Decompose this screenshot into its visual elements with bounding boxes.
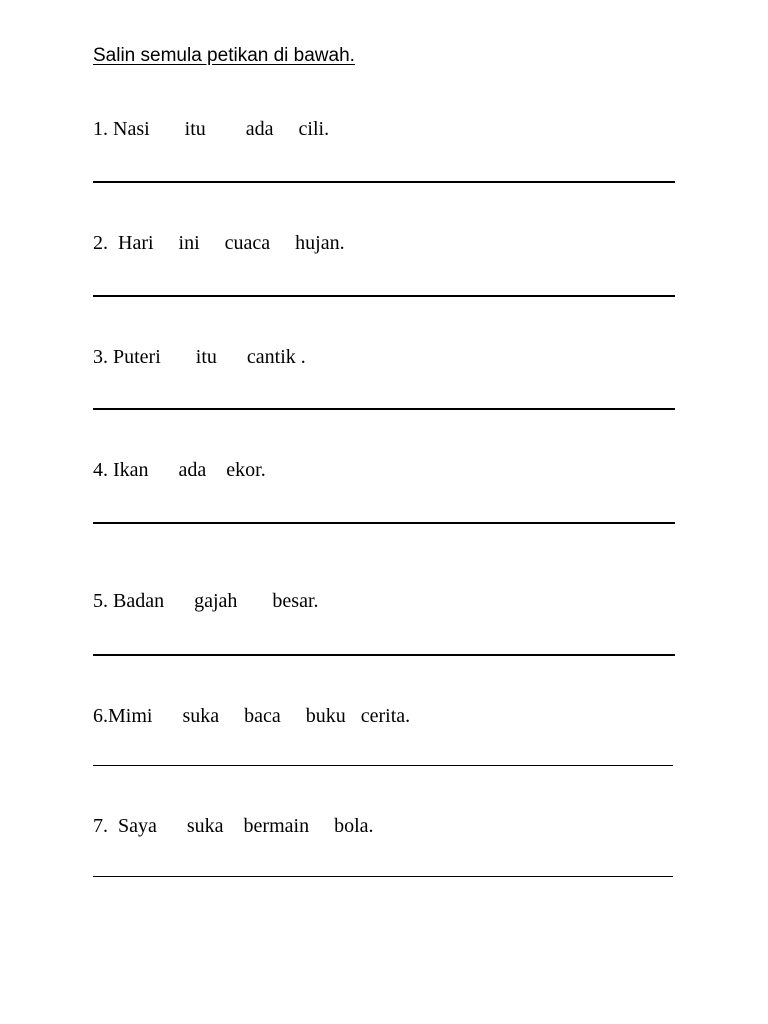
sentence-4: 4. Ikan ada ekor. <box>93 459 266 481</box>
worksheet-instruction: Salin semula petikan di bawah. <box>93 45 355 66</box>
sentence-6: 6.Mimi suka baca buku cerita. <box>93 705 411 727</box>
writing-line-2 <box>93 295 675 297</box>
writing-line-3 <box>93 408 675 410</box>
sentence-5: 5. Badan gajah besar. <box>93 590 319 612</box>
writing-line-4 <box>93 522 675 524</box>
sentence-3: 3. Puteri itu cantik . <box>93 346 306 368</box>
writing-line-5 <box>93 654 675 656</box>
writing-line-6 <box>93 765 673 766</box>
sentence-1: 1. Nasi itu ada cili. <box>93 118 330 140</box>
writing-line-1 <box>93 181 675 183</box>
sentence-7: 7. Saya suka bermain bola. <box>93 815 374 837</box>
writing-line-7 <box>93 876 673 877</box>
sentence-2: 2. Hari ini cuaca hujan. <box>93 232 345 254</box>
